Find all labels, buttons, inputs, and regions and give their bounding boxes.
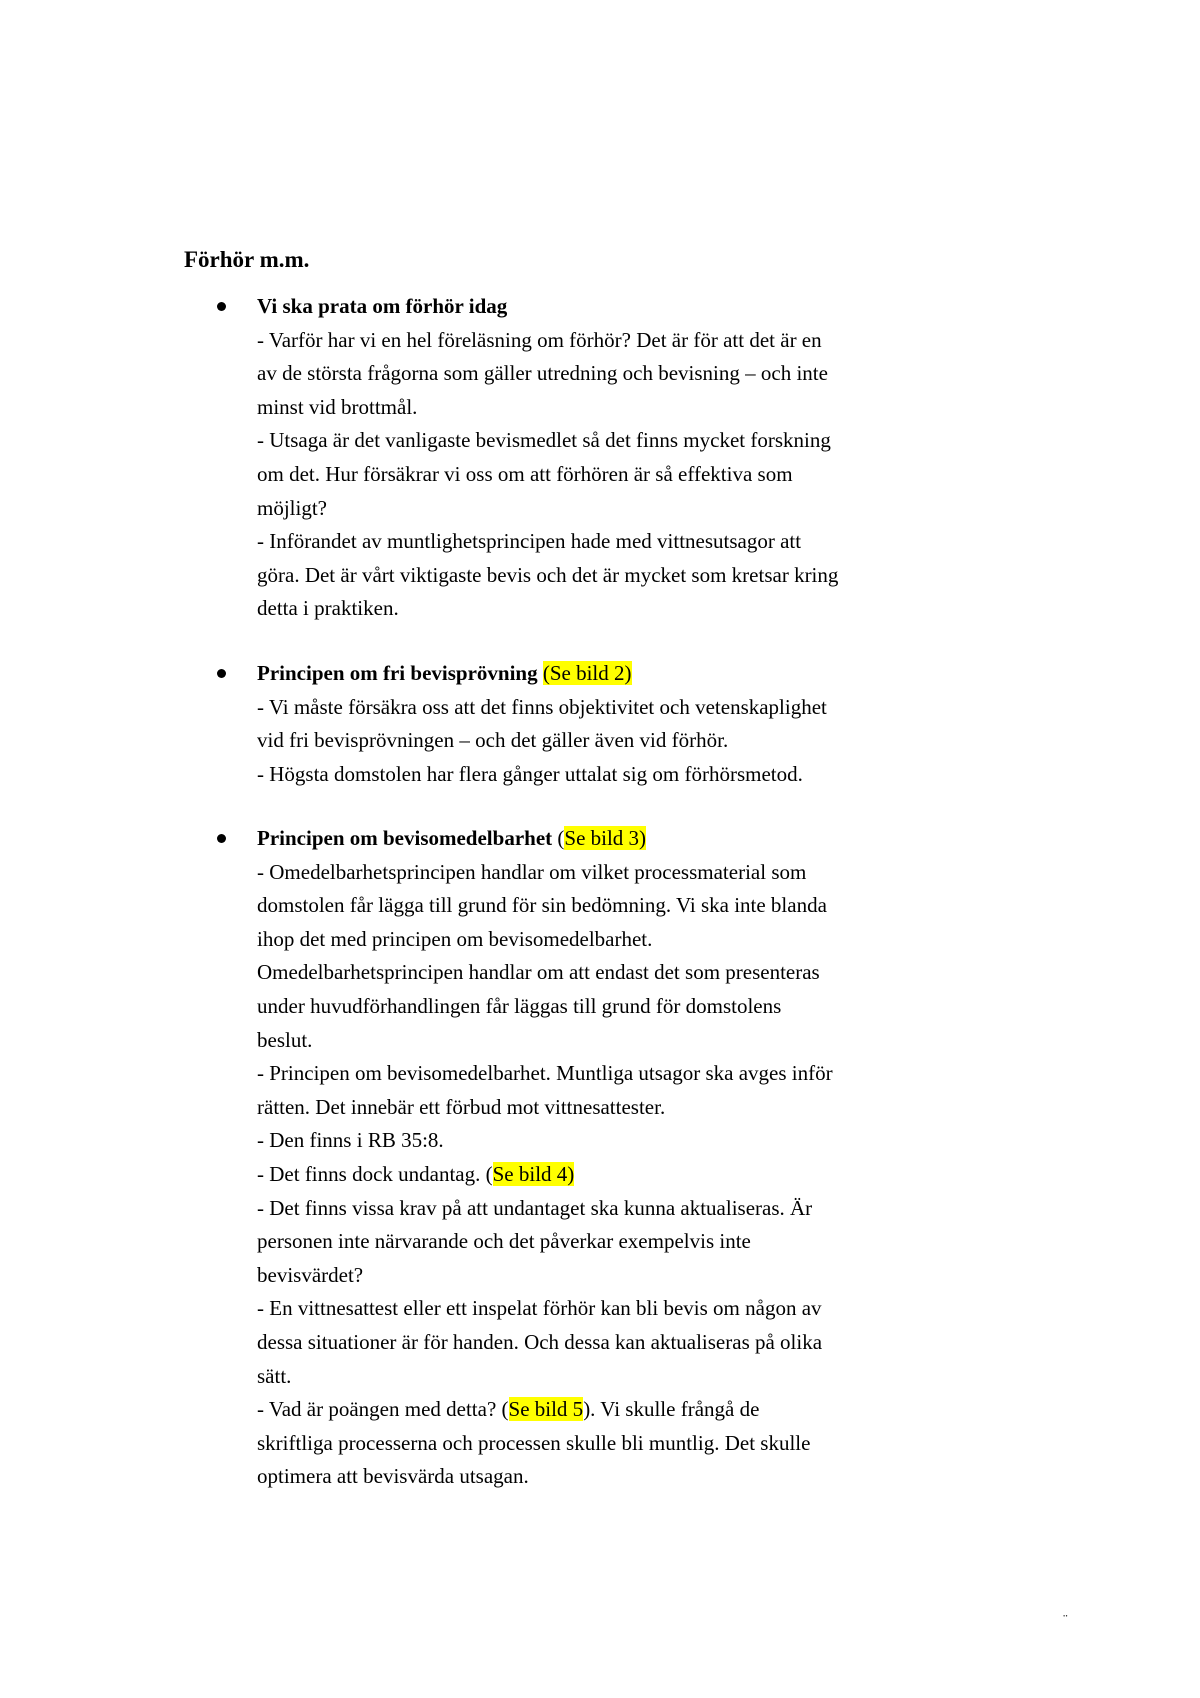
text-line: - Utsaga är det vanligaste bevismedlet så det finns mycket forskning xyxy=(257,428,831,453)
text-line: rätten. Det innebär ett förbud mot vittnesattester. xyxy=(257,1094,666,1119)
text-line-exception: - Det finns dock undantag. (Se bild 4) xyxy=(257,1161,575,1186)
text-line: - Principen om bevisomedelbarhet. Muntliga utsagor ska avges inför xyxy=(257,1061,833,1086)
section-forhor-idag xyxy=(257,290,957,626)
text-line: - Omedelbarhetsprincipen handlar om vilket processmaterial som xyxy=(257,859,807,884)
text-line: - Vi måste försäkra oss att det finns objektivitet och vetenskaplighet xyxy=(257,694,827,719)
footer-mark: ¨ xyxy=(1063,1613,1068,1628)
text-line: - Det finns vissa krav på att undantaget ska kunna aktualiseras. Är xyxy=(257,1195,813,1220)
slide-reference: Se bild 3) xyxy=(564,826,647,850)
text-line: om det. Hur försäkrar vi oss om att förhören är så effektiva som xyxy=(257,461,793,486)
slide-reference: (Se bild 2) xyxy=(542,661,632,685)
bullet-icon xyxy=(217,669,226,678)
slide-reference: Se bild 4) xyxy=(492,1161,575,1186)
text-line: personen inte närvarande och det påverkar exempelvis inte xyxy=(257,1229,751,1254)
text-line: - Varför har vi en hel föreläsning om förhör? Det är för att det är en xyxy=(257,327,822,352)
text-line: göra. Det är vårt viktigaste bevis och det är mycket som kretsar kring xyxy=(257,562,839,587)
slide-reference: Se bild 5 xyxy=(508,1397,584,1422)
text-line: - Införandet av muntlighetsprincipen hade med vittnesutsagor att xyxy=(257,529,802,554)
text-line-point: - Vad är poängen med detta? (Se bild 5). Vi skulle frångå de xyxy=(257,1397,760,1422)
text-line: möjligt? xyxy=(257,495,327,520)
section-heading: Principen om fri bevisprövning (Se bild 2) xyxy=(257,661,632,685)
text-line: - Högsta domstolen har flera gånger uttalat sig om förhörsmetod. xyxy=(257,761,803,786)
text-line: sätt. xyxy=(257,1363,292,1388)
section-bevisomedelbarhet xyxy=(257,822,957,1494)
section-fri-bevisprovning xyxy=(257,657,957,791)
section-heading: Vi ska prata om förhör idag xyxy=(257,294,508,318)
text-line: detta i praktiken. xyxy=(257,596,399,621)
text-line: minst vid brottmål. xyxy=(257,394,418,419)
text-line: domstolen får lägga till grund för sin bedömning. Vi ska inte blanda xyxy=(257,893,827,918)
text-line: optimera att bevisvärda utsagan. xyxy=(257,1464,529,1489)
text-line: - Den finns i RB 35:8. xyxy=(257,1128,444,1153)
text-line: ihop det med principen om bevisomedelbarhet. xyxy=(257,926,653,951)
section-heading: Principen om bevisomedelbarhet (Se bild 3) xyxy=(257,826,647,850)
text-line: under huvudförhandlingen får läggas till grund för domstolens xyxy=(257,993,782,1018)
document-title: Förhör m.m. xyxy=(184,247,310,272)
bullet-icon xyxy=(217,302,226,311)
text-line: skriftliga processerna och processen skulle bli muntlig. Det skulle xyxy=(257,1430,811,1455)
bullet-icon xyxy=(217,834,226,843)
text-line: - En vittnesattest eller ett inspelat förhör kan bli bevis om någon av xyxy=(257,1296,822,1321)
text-line: Omedelbarhetsprincipen handlar om att endast det som presenteras xyxy=(257,960,820,985)
text-line: dessa situationer är för handen. Och dessa kan aktualiseras på olika xyxy=(257,1329,823,1354)
text-line: bevisvärdet? xyxy=(257,1262,364,1287)
text-line: av de största frågorna som gäller utredning och bevisning – och inte xyxy=(257,361,828,386)
text-line: vid fri bevisprövningen – och det gäller även vid förhör. xyxy=(257,728,729,753)
text-line: beslut. xyxy=(257,1027,313,1052)
